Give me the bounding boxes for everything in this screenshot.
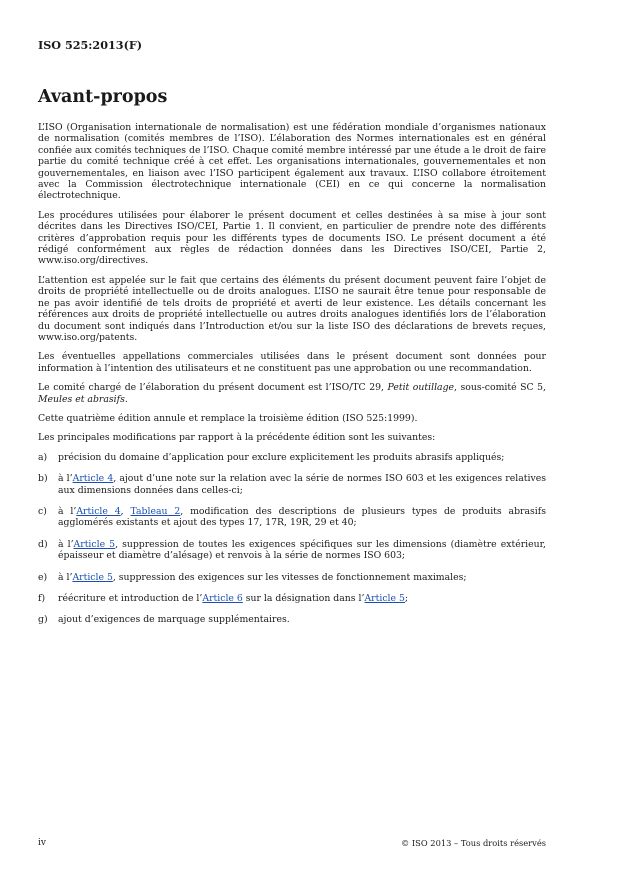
list-item-prefix: à l’: [58, 571, 73, 583]
list-item-text: précision du domaine d’application pour exclure explicitement les produits abrasifs appliqués;: [58, 451, 505, 463]
list-item-text: , modification des descriptions de plusieurs types de produits abrasifs agglomérés existants et ajout des types 17, 17R, 19R, 29 et 40;: [58, 505, 546, 529]
committee-tc-name: Petit outillage: [387, 382, 455, 394]
foreword-body: [38, 122, 546, 636]
article-5-link[interactable]: Article 5: [72, 571, 113, 583]
list-item: [38, 506, 546, 529]
committee-sc-name: Meules et abrasifs: [38, 393, 125, 405]
paragraph-committee: [38, 382, 546, 405]
paragraph-patents: L’attention est appelée sur le fait que certains des éléments du présent document peuvent faire l’objet de droits de propriété intellectuelle ou de droits analogues. L’ISO ne saurait être tenue pour responsable de ne pas avoir identifié de tels droits de propriété et averti de leur existence. Les détails concernant les références aux droits de propriété intellectuelle ou autres droits analogues identifiés lors de l’élaboration du document sont indiqués dans l’Introduction et/ou sur la liste ISO des déclarations de brevets reçues, www.iso.org/patents.: [38, 274, 546, 343]
list-item: [38, 473, 546, 496]
copyright-notice: © ISO 2013 – Tous droits réservés: [400, 838, 546, 848]
article-6-link[interactable]: Article 6: [202, 593, 243, 604]
list-item-text: , suppression de toutes les exigences spécifiques sur les dimensions (diamètre extérieur, épaisseur et diamètre d’alésage) et renvois à la série de normes ISO 603;: [58, 538, 546, 562]
article-5-link[interactable]: Article 5: [364, 593, 405, 604]
list-item-label: b): [38, 473, 48, 485]
list-item-prefix: réécriture et introduction de l’: [58, 593, 203, 604]
list-item-text: ;: [404, 593, 409, 604]
page-title: Avant-propos: [38, 87, 168, 107]
changes-list: [38, 452, 546, 626]
list-item: [38, 593, 546, 604]
list-item-label: a): [38, 451, 48, 463]
article-4-link[interactable]: Article 4: [72, 473, 114, 485]
paragraph-procedures: Les procédures utilisées pour élaborer le présent document et celles destinées à sa mise à jour sont décrites dans les Directives ISO/CEI, Partie 1. Il convient, en particulier de prendre note des différents critères d’approbation requis pour les différents types de documents ISO. Le présent document a été rédigé conformément aux règles de rédaction données dans les Directives ISO/CEI, Partie 2, www.iso.org/directives.: [38, 209, 546, 267]
list-item-label: e): [38, 571, 48, 583]
committee-middle: , sous-comité SC 5,: [454, 382, 547, 394]
list-item-text: ajout d’exigences de marquage supplémentaires.: [58, 614, 290, 626]
committee-after: .: [124, 393, 128, 405]
table-2-link[interactable]: Tableau 2: [130, 505, 181, 517]
page-number: iv: [38, 838, 46, 848]
article-4-link[interactable]: Article 4: [76, 505, 121, 517]
list-item-separator: ,: [120, 505, 131, 517]
list-item: [38, 452, 546, 463]
list-item-prefix: à l’: [58, 473, 73, 485]
paragraph-edition: Cette quatrième édition annule et remplace la troisième édition (ISO 525:1999).: [38, 412, 418, 424]
list-item-text: , suppression des exigences sur les vitesses de fonctionnement maximales;: [112, 571, 467, 583]
list-item-text: , ajout d’une note sur la relation avec la série de normes ISO 603 et les exigences relatives aux dimensions données dans celles-ci;: [58, 473, 546, 496]
paragraph-trade-names: Les éventuelles appellations commerciales utilisées dans le présent document sont données pour information à l’intention des utilisateurs et ne constituent pas une approbation ou une recommandation.: [38, 351, 546, 374]
list-item-label: c): [38, 505, 47, 517]
list-item-prefix: à l’: [58, 538, 74, 550]
paragraph-changes-intro: Les principales modifications par rapport à la précédente édition sont les suivantes:: [38, 432, 436, 444]
list-item: [38, 539, 546, 562]
list-item-label: g): [38, 614, 48, 626]
committee-before: Le comité chargé de l’élaboration du présent document est l’ISO/TC 29,: [38, 382, 388, 394]
list-item: [38, 614, 546, 625]
list-item-label: d): [38, 538, 48, 550]
list-item-prefix: à l’: [58, 505, 77, 517]
paragraph-iso-intro: L’ISO (Organisation internationale de normalisation) est une fédération mondiale d’organismes nationaux de normalisation (comités membres de l’ISO). L’élaboration des Normes internationales est en général confiée aux comités techniques de l’ISO. Chaque comité membre intéressé par une étude a le droit de faire partie du comité technique créé à cet effet. Les organisations internationales, gouvernementales et non gouvernementales, en liaison avec l’ISO participent également aux travaux. L’ISO collabore étroitement avec la Commission électrotechnique internationale (CEI) en ce qui concerne la normalisation électrotechnique.: [38, 122, 546, 202]
list-item: [38, 572, 546, 583]
list-item-label: f): [38, 593, 46, 604]
article-5-link[interactable]: Article 5: [73, 538, 116, 550]
document-id: ISO 525:2013(F): [38, 38, 143, 52]
list-item-middle: sur la désignation dans l’: [242, 593, 365, 604]
